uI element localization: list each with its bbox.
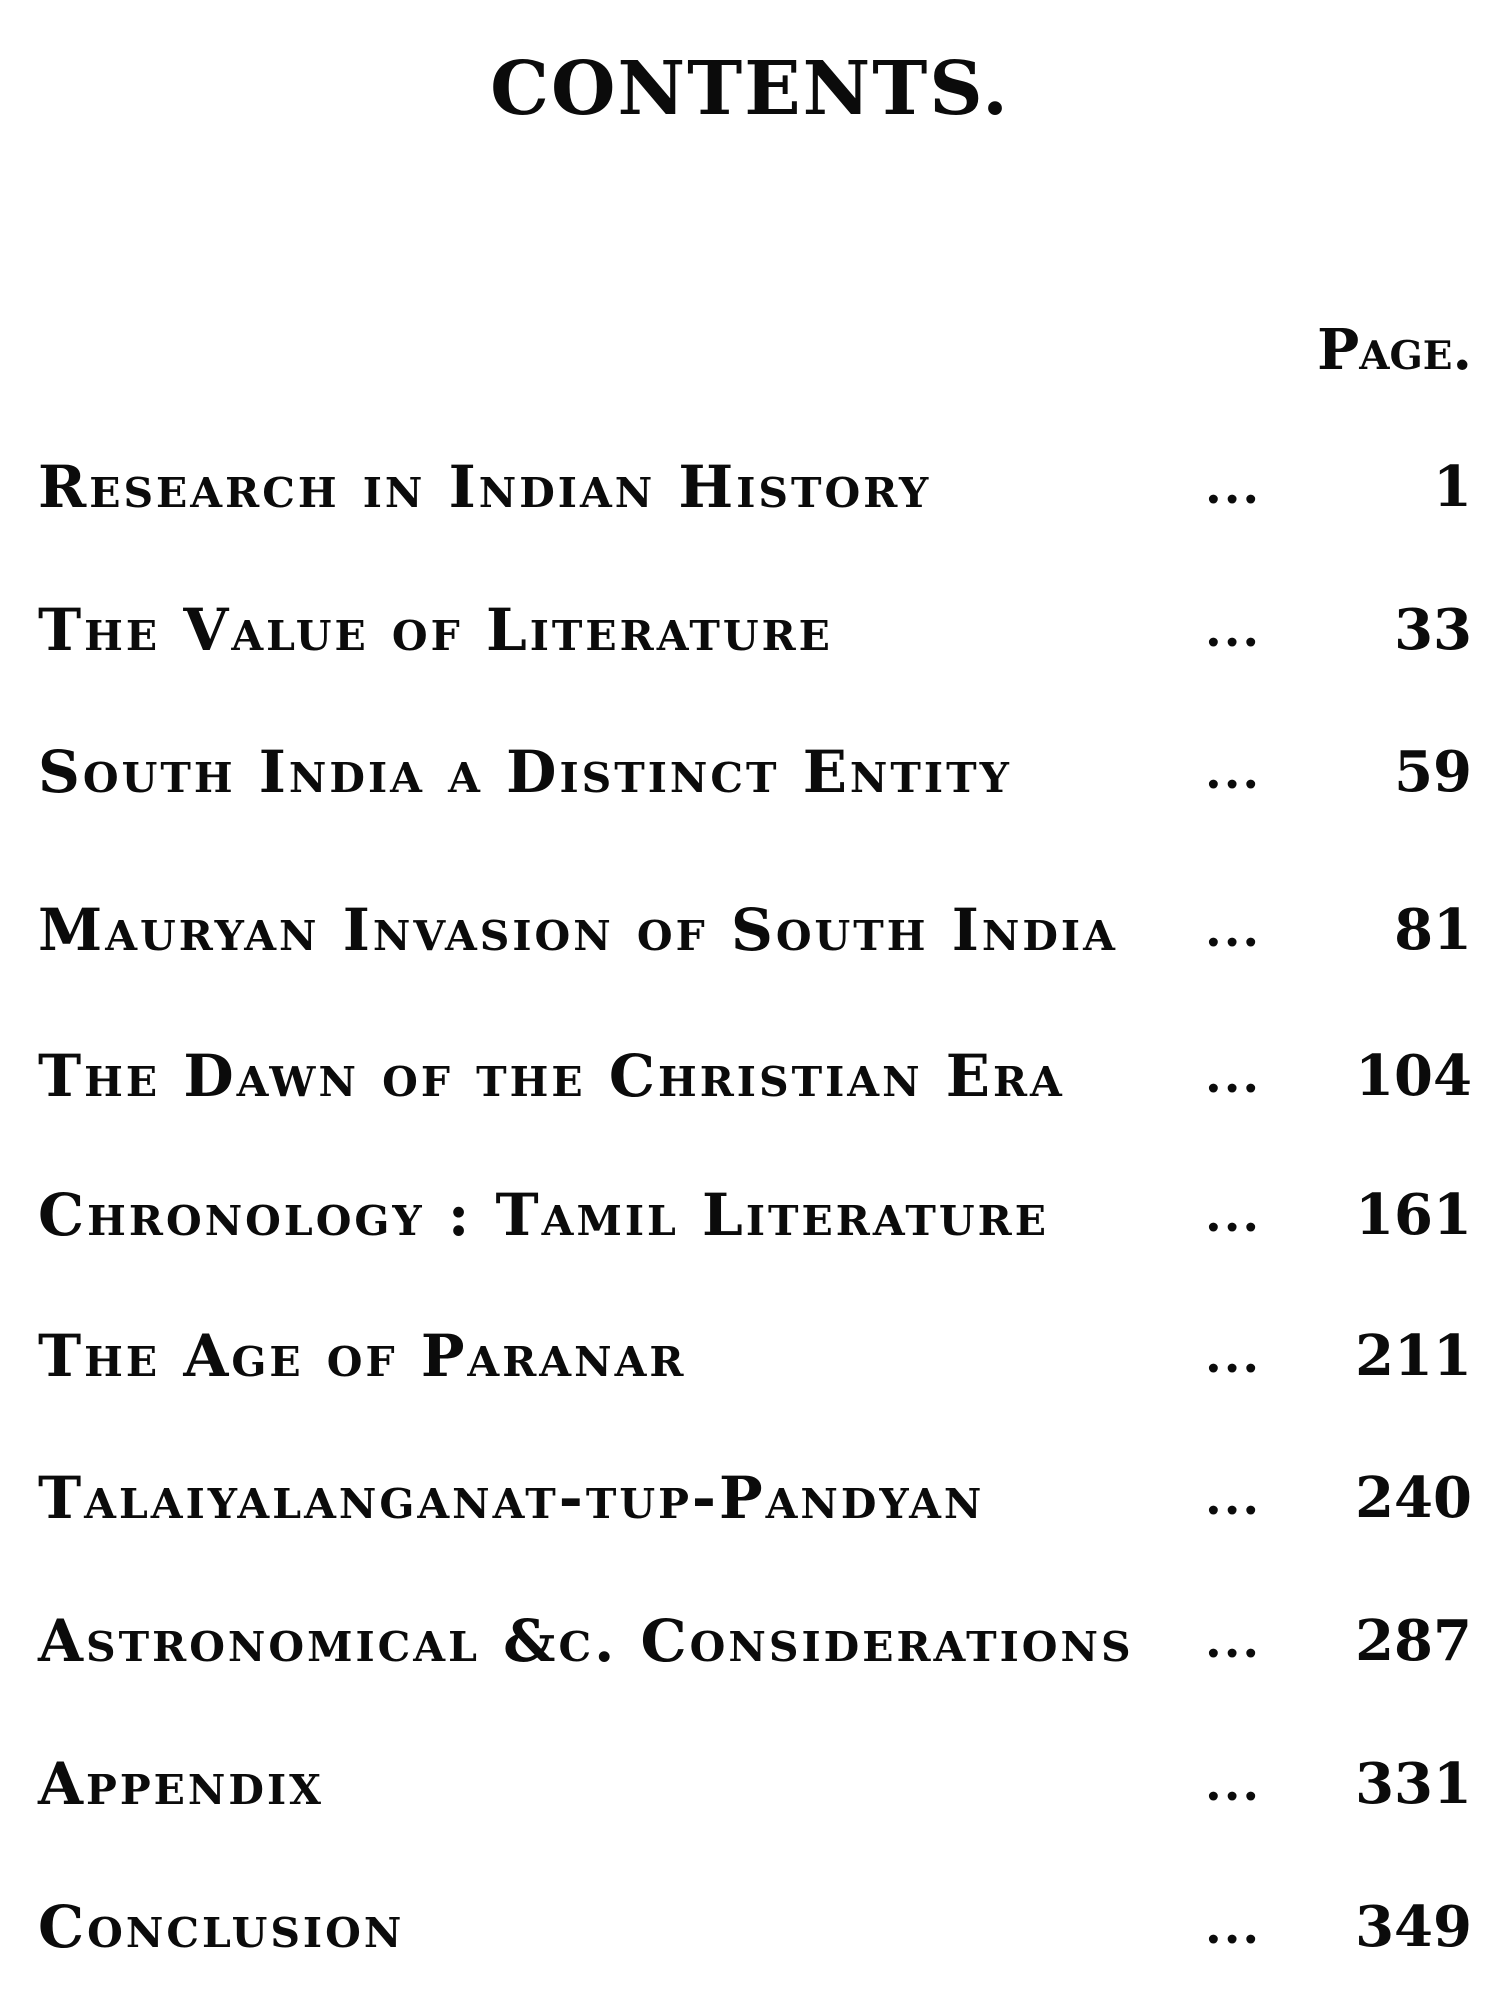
toc-entry-leader: ...: [1205, 1470, 1262, 1526]
toc-entry: [0, 590, 1500, 670]
toc-entry-title: Astronomical &c. Considerations: [38, 1607, 1134, 1675]
toc-entry-page: 287: [1355, 1608, 1472, 1674]
toc-entry-leader: ...: [1205, 1187, 1262, 1243]
toc-entry-title: South India a Distinct Entity: [38, 738, 1012, 806]
toc-entry-leader: ...: [1205, 459, 1262, 515]
toc-entry-leader: ...: [1205, 902, 1262, 958]
toc-entry-page: 161: [1355, 1182, 1472, 1248]
toc-entry-title: Mauryan Invasion of South India: [38, 896, 1118, 964]
toc-entry-page: 59: [1394, 739, 1472, 805]
toc-entry-page: 349: [1355, 1894, 1472, 1960]
toc-entry: [0, 447, 1500, 527]
toc-entry-leader: ...: [1205, 1756, 1262, 1812]
toc-entry-page: 81: [1394, 897, 1472, 963]
toc-entry-leader: ...: [1205, 744, 1262, 800]
toc-entry-title: The Age of Paranar: [38, 1322, 687, 1390]
toc-entry: [0, 1887, 1500, 1967]
toc-entry-title: The Dawn of the Christian Era: [38, 1042, 1065, 1110]
toc-entry-title: Conclusion: [38, 1893, 405, 1961]
toc-entry-page: 331: [1355, 1751, 1472, 1817]
toc-entry-title: Appendix: [38, 1750, 324, 1818]
toc-entry: [0, 1458, 1500, 1538]
toc-entry: [0, 732, 1500, 812]
toc-entry: [0, 1316, 1500, 1396]
toc-entry-title: The Value of Literature: [38, 596, 833, 664]
toc-entry-page: 104: [1355, 1043, 1472, 1109]
toc-entry: [0, 1744, 1500, 1824]
toc-entry-page: 211: [1355, 1323, 1472, 1389]
toc-entry: [0, 890, 1500, 970]
toc-entry: [0, 1601, 1500, 1681]
toc-entry-leader: ...: [1205, 602, 1262, 658]
toc-entry-title: Research in Indian History: [38, 453, 932, 521]
toc-entry-page: 33: [1394, 597, 1472, 663]
toc-entry: [0, 1036, 1500, 1116]
toc-entry-title: Talaiyalanganat-tup-Pandyan: [38, 1464, 985, 1532]
toc-entry: [0, 1175, 1500, 1255]
toc-entry-leader: ...: [1205, 1899, 1262, 1955]
page-title: CONTENTS.: [490, 46, 1010, 132]
toc-entry-page: 1: [1433, 454, 1472, 520]
toc-entry-page: 240: [1355, 1465, 1472, 1531]
page-column-header: Page.: [1317, 317, 1472, 383]
toc-entry-title: Chronology : Tamil Literature: [38, 1181, 1050, 1249]
toc-entry-leader: ...: [1205, 1048, 1262, 1104]
toc-entry-leader: ...: [1205, 1613, 1262, 1669]
toc-entry-leader: ...: [1205, 1328, 1262, 1384]
